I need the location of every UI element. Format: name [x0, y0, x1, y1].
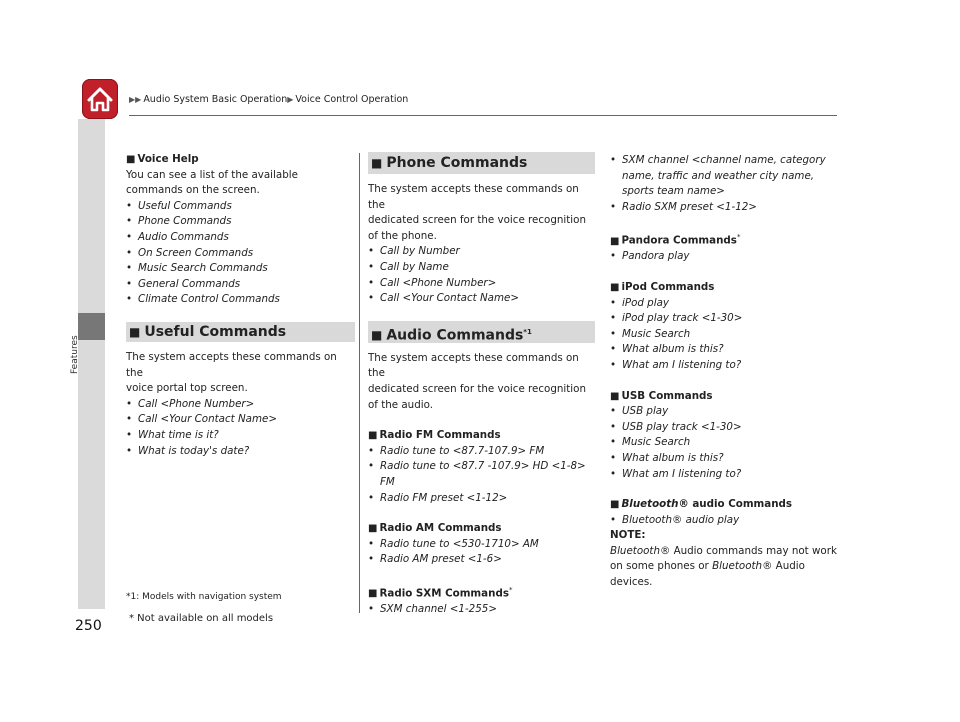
home-button[interactable] [82, 79, 118, 119]
list-item: • On Screen Commands [126, 246, 254, 259]
radio-am-heading: ■ Radio AM Commands [368, 522, 502, 535]
list-item: • USB play track <1-30> [610, 420, 742, 433]
list-item: • iPod play [610, 296, 669, 309]
side-bar [78, 119, 105, 609]
list-item: • Call <Your Contact Name> [126, 413, 277, 426]
note-text: devices. [610, 576, 653, 589]
list-item: • Useful Commands [126, 199, 232, 212]
phone-commands-heading: ■ Phone Commands [368, 152, 595, 174]
list-item: • Call by Number [368, 245, 460, 258]
list-item: • Music Search [610, 327, 691, 340]
phone-desc: of the phone. [368, 229, 437, 242]
audio-desc: dedicated screen for the voice recognition [368, 382, 586, 395]
list-item: • Radio FM preset <1-12> [368, 491, 508, 504]
list-item: • What album is this? [610, 343, 724, 356]
useful-desc: voice portal top screen. [126, 382, 248, 395]
note-label: NOTE: [610, 529, 646, 542]
breadcrumb-arrow-icon: ▶ [287, 95, 294, 104]
pandora-heading: ■ Pandora Commands* [610, 233, 741, 247]
list-item: • Radio AM preset <1-6> [368, 553, 502, 566]
radio-sxm-heading: ■ Radio SXM Commands* [368, 585, 513, 600]
page-number: 250 [75, 618, 102, 634]
section-label: Features [70, 335, 80, 374]
footnote-navigation: *1: Models with navigation system [126, 592, 282, 602]
square-bullet-icon: ■ [126, 154, 136, 165]
useful-desc: The system accepts these commands on the [126, 350, 337, 379]
audio-desc: The system accepts these commands on the [368, 351, 579, 380]
list-item: • Radio tune to <530-1710> AM [368, 537, 539, 550]
list-item: • Radio SXM preset <1-12> [610, 200, 757, 213]
list-item: • Bluetooth® audio play [610, 513, 740, 526]
list-item: • What is today's date? [126, 444, 250, 457]
radio-fm-heading: ■ Radio FM Commands [368, 429, 501, 442]
list-item: • iPod play track <1-30> [610, 312, 743, 325]
list-item: • Audio Commands [126, 230, 229, 243]
list-item: • What am I listening to? [610, 467, 742, 480]
list-item-continued: sports team name> [622, 185, 725, 198]
list-item: • Pandora play [610, 250, 690, 263]
list-item: • SXM channel <1-255> [368, 602, 497, 615]
list-item-continued: name, traffic and weather city name, [622, 169, 815, 182]
breadcrumb [129, 94, 408, 105]
breadcrumb-arrow-icon: ▶▶ [129, 95, 142, 104]
useful-commands-heading: ■ Useful Commands [126, 322, 355, 342]
list-item-continued: FM [380, 475, 395, 488]
list-item: • Call <Your Contact Name> [368, 292, 519, 305]
column-middle [368, 152, 598, 617]
list-item: • Music Search Commands [126, 262, 268, 275]
column-left [126, 152, 356, 459]
voice-help-desc: You can see a list of the available [126, 168, 298, 181]
list-item: • SXM channel <channel name, category [610, 154, 826, 166]
voice-help-desc: commands on the screen. [126, 184, 260, 197]
audio-desc: of the audio. [368, 398, 433, 411]
section-tab-features[interactable] [78, 313, 105, 340]
home-icon [82, 79, 118, 119]
phone-desc: dedicated screen for the voice recognition [368, 214, 586, 227]
column-right [610, 153, 850, 591]
list-item: • What am I listening to? [610, 358, 742, 371]
column-divider [359, 153, 360, 613]
list-item: • Call by Name [368, 260, 449, 273]
footnote-ref: *1 [523, 327, 532, 336]
header-divider [129, 115, 837, 116]
footnote-not-available: * Not available on all models [129, 613, 274, 624]
list-item: • Radio tune to <87.7-107.9> FM [368, 444, 545, 457]
audio-commands-heading: ■ Audio Commands$^{*1}$ [368, 321, 595, 343]
list-item: • Climate Control Commands [126, 293, 280, 306]
list-item: • Call <Phone Number> [368, 276, 497, 289]
list-item: • Radio tune to <87.7 -107.9> HD <1-8> [368, 460, 586, 473]
breadcrumb-link-audio-system[interactable]: Audio System Basic Operation [143, 94, 288, 105]
note-text: on some phones or Bluetooth® Audio [610, 560, 805, 573]
note-text: Bluetooth® Audio commands may not work [610, 544, 837, 557]
bluetooth-heading: ■ Bluetooth® audio Commands [610, 498, 793, 511]
usb-heading: ■ USB Commands [610, 389, 713, 402]
list-item: • What album is this? [610, 451, 724, 464]
ipod-heading: ■ iPod Commands [610, 280, 715, 293]
list-item: • Call <Phone Number> [126, 397, 255, 410]
list-item: • Music Search [610, 436, 691, 449]
list-item: • What time is it? [126, 428, 219, 441]
list-item: • General Commands [126, 277, 241, 290]
list-item: • USB play [610, 405, 669, 418]
voice-help-heading: ■ Voice Help [126, 153, 199, 165]
phone-desc: The system accepts these commands on the [368, 183, 579, 211]
list-item: • Phone Commands [126, 215, 232, 228]
breadcrumb-current: Voice Control Operation [295, 94, 409, 105]
